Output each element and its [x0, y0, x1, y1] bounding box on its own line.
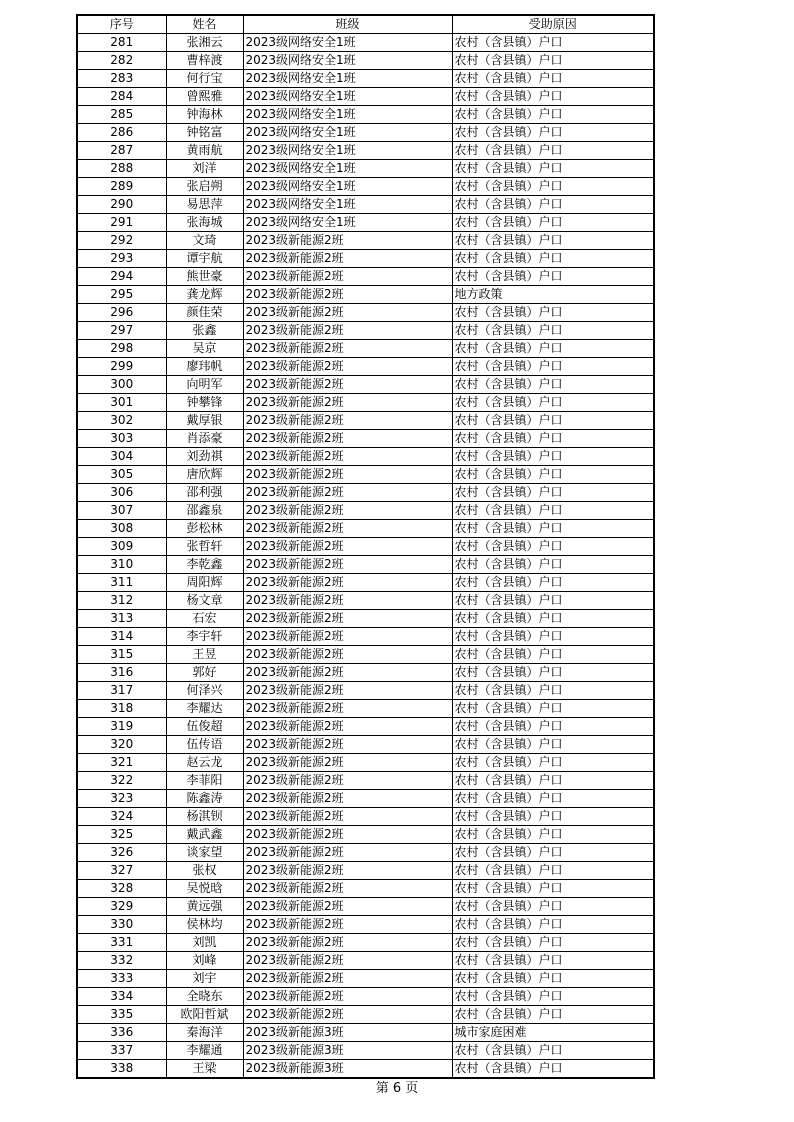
- cell-name: 彭松林: [166, 520, 243, 538]
- cell-class: 2023级新能源2班: [243, 304, 452, 322]
- cell-name: 杨淇钡: [166, 808, 243, 826]
- cell-class: 2023级新能源2班: [243, 466, 452, 484]
- cell-class: 2023级网络安全1班: [243, 34, 452, 52]
- cell-aid-reason: 农村（含县镇）户口: [452, 412, 654, 430]
- cell-serial-number: 296: [77, 304, 166, 322]
- cell-class: 2023级新能源3班: [243, 1060, 452, 1079]
- cell-class: 2023级新能源2班: [243, 880, 452, 898]
- cell-class: 2023级新能源2班: [243, 700, 452, 718]
- cell-aid-reason: 农村（含县镇）户口: [452, 250, 654, 268]
- table-row: [77, 196, 654, 214]
- cell-aid-reason: 农村（含县镇）户口: [452, 1060, 654, 1079]
- cell-class: 2023级网络安全1班: [243, 142, 452, 160]
- cell-name: 杨文章: [166, 592, 243, 610]
- table-row: [77, 448, 654, 466]
- cell-class: 2023级新能源2班: [243, 610, 452, 628]
- cell-name: 张鑫: [166, 322, 243, 340]
- cell-aid-reason: 农村（含县镇）户口: [452, 538, 654, 556]
- cell-serial-number: 321: [77, 754, 166, 772]
- table-row: [77, 862, 654, 880]
- table-body: [77, 34, 654, 1079]
- cell-class: 2023级新能源2班: [243, 844, 452, 862]
- cell-class: 2023级新能源2班: [243, 592, 452, 610]
- cell-aid-reason: 地方政策: [452, 286, 654, 304]
- table-row: [77, 52, 654, 70]
- cell-name: 易思萍: [166, 196, 243, 214]
- table-row: [77, 772, 654, 790]
- cell-serial-number: 313: [77, 610, 166, 628]
- cell-class: 2023级新能源2班: [243, 646, 452, 664]
- cell-class: 2023级新能源2班: [243, 358, 452, 376]
- cell-class: 2023级网络安全1班: [243, 88, 452, 106]
- cell-aid-reason: 农村（含县镇）户口: [452, 592, 654, 610]
- cell-class: 2023级新能源2班: [243, 412, 452, 430]
- cell-name: 侯林均: [166, 916, 243, 934]
- table-row: [77, 520, 654, 538]
- table-row: [77, 880, 654, 898]
- cell-serial-number: 310: [77, 556, 166, 574]
- cell-class: 2023级新能源3班: [243, 1024, 452, 1042]
- cell-class: 2023级新能源2班: [243, 664, 452, 682]
- cell-aid-reason: 农村（含县镇）户口: [452, 376, 654, 394]
- table-row: [77, 664, 654, 682]
- cell-aid-reason: 农村（含县镇）户口: [452, 754, 654, 772]
- table-row: [77, 844, 654, 862]
- table-row: [77, 1024, 654, 1042]
- cell-class: 2023级网络安全1班: [243, 52, 452, 70]
- cell-aid-reason: 农村（含县镇）户口: [452, 664, 654, 682]
- table-row: [77, 988, 654, 1006]
- cell-serial-number: 317: [77, 682, 166, 700]
- cell-class: 2023级网络安全1班: [243, 178, 452, 196]
- cell-name: 刘劲祺: [166, 448, 243, 466]
- cell-name: 熊世豪: [166, 268, 243, 286]
- cell-serial-number: 294: [77, 268, 166, 286]
- table-row: [77, 502, 654, 520]
- cell-serial-number: 291: [77, 214, 166, 232]
- cell-class: 2023级新能源2班: [243, 970, 452, 988]
- cell-serial-number: 293: [77, 250, 166, 268]
- cell-aid-reason: 农村（含县镇）户口: [452, 790, 654, 808]
- cell-serial-number: 284: [77, 88, 166, 106]
- cell-aid-reason: 农村（含县镇）户口: [452, 484, 654, 502]
- cell-class: 2023级新能源3班: [243, 1042, 452, 1060]
- cell-serial-number: 311: [77, 574, 166, 592]
- cell-name: 张哲轩: [166, 538, 243, 556]
- cell-serial-number: 301: [77, 394, 166, 412]
- cell-name: 黄雨航: [166, 142, 243, 160]
- cell-serial-number: 287: [77, 142, 166, 160]
- cell-serial-number: 285: [77, 106, 166, 124]
- cell-name: 廖玮帆: [166, 358, 243, 376]
- cell-name: 曾熙雅: [166, 88, 243, 106]
- cell-class: 2023级网络安全1班: [243, 70, 452, 88]
- cell-name: 文琦: [166, 232, 243, 250]
- table-row: [77, 250, 654, 268]
- cell-name: 张湘云: [166, 34, 243, 52]
- cell-name: 肖添豪: [166, 430, 243, 448]
- cell-aid-reason: 农村（含县镇）户口: [452, 232, 654, 250]
- cell-aid-reason: 农村（含县镇）户口: [452, 934, 654, 952]
- cell-aid-reason: 农村（含县镇）户口: [452, 502, 654, 520]
- cell-aid-reason: 农村（含县镇）户口: [452, 880, 654, 898]
- cell-serial-number: 320: [77, 736, 166, 754]
- cell-name: 陈鑫涛: [166, 790, 243, 808]
- cell-name: 戴厚银: [166, 412, 243, 430]
- cell-serial-number: 298: [77, 340, 166, 358]
- cell-aid-reason: 农村（含县镇）户口: [452, 970, 654, 988]
- cell-aid-reason: 农村（含县镇）户口: [452, 574, 654, 592]
- cell-name: 刘凯: [166, 934, 243, 952]
- cell-class: 2023级新能源2班: [243, 286, 452, 304]
- cell-serial-number: 328: [77, 880, 166, 898]
- cell-serial-number: 333: [77, 970, 166, 988]
- cell-class: 2023级新能源2班: [243, 232, 452, 250]
- cell-serial-number: 314: [77, 628, 166, 646]
- cell-class: 2023级新能源2班: [243, 502, 452, 520]
- table-row: [77, 70, 654, 88]
- cell-class: 2023级新能源2班: [243, 916, 452, 934]
- cell-name: 颜佳荣: [166, 304, 243, 322]
- cell-name: 张权: [166, 862, 243, 880]
- cell-name: 全晓东: [166, 988, 243, 1006]
- table-row: [77, 556, 654, 574]
- cell-serial-number: 325: [77, 826, 166, 844]
- cell-serial-number: 306: [77, 484, 166, 502]
- cell-name: 欧阳哲斌: [166, 1006, 243, 1024]
- cell-serial-number: 324: [77, 808, 166, 826]
- cell-name: 吴悦晗: [166, 880, 243, 898]
- cell-serial-number: 323: [77, 790, 166, 808]
- cell-name: 谈家望: [166, 844, 243, 862]
- table-row: [77, 610, 654, 628]
- cell-aid-reason: 农村（含县镇）户口: [452, 628, 654, 646]
- cell-name: 刘洋: [166, 160, 243, 178]
- cell-name: 李宇轩: [166, 628, 243, 646]
- table-row: [77, 898, 654, 916]
- cell-class: 2023级新能源2班: [243, 322, 452, 340]
- cell-serial-number: 334: [77, 988, 166, 1006]
- cell-serial-number: 282: [77, 52, 166, 70]
- table-row: [77, 538, 654, 556]
- cell-class: 2023级新能源2班: [243, 952, 452, 970]
- cell-aid-reason: 农村（含县镇）户口: [452, 340, 654, 358]
- cell-aid-reason: 农村（含县镇）户口: [452, 358, 654, 376]
- header-serial-number: 序号: [77, 15, 166, 34]
- header-name: 姓名: [166, 15, 243, 34]
- cell-name: 钟攀锋: [166, 394, 243, 412]
- cell-serial-number: 326: [77, 844, 166, 862]
- table-row: [77, 934, 654, 952]
- cell-class: 2023级新能源2班: [243, 772, 452, 790]
- cell-name: 周阳辉: [166, 574, 243, 592]
- table-row: [77, 160, 654, 178]
- cell-serial-number: 302: [77, 412, 166, 430]
- cell-name: 邵利强: [166, 484, 243, 502]
- page-number-footer: 第 6 页: [375, 1081, 419, 1096]
- cell-name: 李耀达: [166, 700, 243, 718]
- table-row: [77, 952, 654, 970]
- cell-name: 李乾鑫: [166, 556, 243, 574]
- cell-class: 2023级新能源2班: [243, 898, 452, 916]
- cell-aid-reason: 农村（含县镇）户口: [452, 196, 654, 214]
- cell-serial-number: 308: [77, 520, 166, 538]
- cell-class: 2023级网络安全1班: [243, 196, 452, 214]
- cell-aid-reason: 农村（含县镇）户口: [452, 70, 654, 88]
- table-row: [77, 1060, 654, 1079]
- cell-aid-reason: 农村（含县镇）户口: [452, 34, 654, 52]
- cell-class: 2023级新能源2班: [243, 430, 452, 448]
- cell-class: 2023级新能源2班: [243, 754, 452, 772]
- header-class: 班级: [243, 15, 452, 34]
- cell-name: 刘宇: [166, 970, 243, 988]
- cell-name: 钟海林: [166, 106, 243, 124]
- cell-class: 2023级新能源2班: [243, 988, 452, 1006]
- cell-serial-number: 299: [77, 358, 166, 376]
- cell-aid-reason: 农村（含县镇）户口: [452, 322, 654, 340]
- cell-name: 邵鑫泉: [166, 502, 243, 520]
- cell-aid-reason: 农村（含县镇）户口: [452, 124, 654, 142]
- cell-aid-reason: 农村（含县镇）户口: [452, 520, 654, 538]
- cell-serial-number: 312: [77, 592, 166, 610]
- cell-aid-reason: 农村（含县镇）户口: [452, 106, 654, 124]
- cell-aid-reason: 农村（含县镇）户口: [452, 682, 654, 700]
- table-row: [77, 88, 654, 106]
- cell-aid-reason: 农村（含县镇）户口: [452, 916, 654, 934]
- cell-serial-number: 330: [77, 916, 166, 934]
- cell-name: 向明军: [166, 376, 243, 394]
- cell-class: 2023级网络安全1班: [243, 214, 452, 232]
- cell-class: 2023级网络安全1班: [243, 106, 452, 124]
- cell-aid-reason: 农村（含县镇）户口: [452, 772, 654, 790]
- table-row: [77, 916, 654, 934]
- cell-serial-number: 332: [77, 952, 166, 970]
- table-row: [77, 34, 654, 52]
- cell-serial-number: 281: [77, 34, 166, 52]
- cell-aid-reason: 农村（含县镇）户口: [452, 952, 654, 970]
- cell-serial-number: 303: [77, 430, 166, 448]
- table-header-row: [77, 15, 654, 34]
- cell-name: 张启朔: [166, 178, 243, 196]
- cell-name: 唐欣辉: [166, 466, 243, 484]
- cell-serial-number: 300: [77, 376, 166, 394]
- cell-serial-number: 295: [77, 286, 166, 304]
- cell-serial-number: 292: [77, 232, 166, 250]
- cell-aid-reason: 农村（含县镇）户口: [452, 862, 654, 880]
- cell-class: 2023级新能源2班: [243, 520, 452, 538]
- cell-serial-number: 322: [77, 772, 166, 790]
- cell-name: 王梁: [166, 1060, 243, 1079]
- table-row: [77, 574, 654, 592]
- cell-class: 2023级新能源2班: [243, 736, 452, 754]
- cell-name: 伍俊超: [166, 718, 243, 736]
- cell-serial-number: 283: [77, 70, 166, 88]
- cell-serial-number: 297: [77, 322, 166, 340]
- cell-serial-number: 335: [77, 1006, 166, 1024]
- cell-aid-reason: 农村（含县镇）户口: [452, 142, 654, 160]
- cell-name: 赵云龙: [166, 754, 243, 772]
- cell-name: 黄远强: [166, 898, 243, 916]
- cell-aid-reason: 农村（含县镇）户口: [452, 304, 654, 322]
- cell-aid-reason: 农村（含县镇）户口: [452, 718, 654, 736]
- cell-class: 2023级新能源2班: [243, 376, 452, 394]
- cell-class: 2023级新能源2班: [243, 484, 452, 502]
- cell-name: 何泽兴: [166, 682, 243, 700]
- cell-serial-number: 305: [77, 466, 166, 484]
- cell-serial-number: 331: [77, 934, 166, 952]
- table-row: [77, 646, 654, 664]
- cell-name: 王昱: [166, 646, 243, 664]
- cell-name: 石宏: [166, 610, 243, 628]
- table-row: [77, 466, 654, 484]
- table-row: [77, 826, 654, 844]
- cell-serial-number: 286: [77, 124, 166, 142]
- cell-serial-number: 289: [77, 178, 166, 196]
- cell-name: 戴武鑫: [166, 826, 243, 844]
- cell-aid-reason: 农村（含县镇）户口: [452, 898, 654, 916]
- cell-aid-reason: 农村（含县镇）户口: [452, 214, 654, 232]
- cell-name: 龚龙辉: [166, 286, 243, 304]
- cell-class: 2023级新能源2班: [243, 790, 452, 808]
- cell-serial-number: 309: [77, 538, 166, 556]
- cell-class: 2023级新能源2班: [243, 250, 452, 268]
- cell-name: 李耀通: [166, 1042, 243, 1060]
- table-row: [77, 1006, 654, 1024]
- cell-serial-number: 336: [77, 1024, 166, 1042]
- cell-name: 吴京: [166, 340, 243, 358]
- cell-aid-reason: 农村（含县镇）户口: [452, 268, 654, 286]
- cell-aid-reason: 农村（含县镇）户口: [452, 844, 654, 862]
- cell-class: 2023级新能源2班: [243, 394, 452, 412]
- cell-serial-number: 304: [77, 448, 166, 466]
- cell-serial-number: 327: [77, 862, 166, 880]
- cell-class: 2023级新能源2班: [243, 1006, 452, 1024]
- cell-serial-number: 288: [77, 160, 166, 178]
- table-row: [77, 394, 654, 412]
- cell-serial-number: 290: [77, 196, 166, 214]
- table-row: [77, 1042, 654, 1060]
- table-row: [77, 484, 654, 502]
- table-row: [77, 754, 654, 772]
- cell-name: 刘峰: [166, 952, 243, 970]
- cell-aid-reason: 农村（含县镇）户口: [452, 556, 654, 574]
- cell-serial-number: 307: [77, 502, 166, 520]
- table-row: [77, 430, 654, 448]
- cell-aid-reason: 农村（含县镇）户口: [452, 52, 654, 70]
- cell-aid-reason: 农村（含县镇）户口: [452, 448, 654, 466]
- cell-name: 张海城: [166, 214, 243, 232]
- header-aid-reason: 受助原因: [452, 15, 654, 34]
- cell-aid-reason: 农村（含县镇）户口: [452, 736, 654, 754]
- cell-class: 2023级新能源2班: [243, 340, 452, 358]
- cell-aid-reason: 农村（含县镇）户口: [452, 466, 654, 484]
- cell-aid-reason: 农村（含县镇）户口: [452, 394, 654, 412]
- cell-aid-reason: 城市家庭困难: [452, 1024, 654, 1042]
- cell-aid-reason: 农村（含县镇）户口: [452, 610, 654, 628]
- cell-aid-reason: 农村（含县镇）户口: [452, 88, 654, 106]
- cell-class: 2023级新能源2班: [243, 628, 452, 646]
- table-row: [77, 790, 654, 808]
- cell-name: 钟铭富: [166, 124, 243, 142]
- table-row: [77, 124, 654, 142]
- cell-class: 2023级新能源2班: [243, 268, 452, 286]
- cell-aid-reason: 农村（含县镇）户口: [452, 1006, 654, 1024]
- table-row: [77, 268, 654, 286]
- table-row: [77, 700, 654, 718]
- cell-class: 2023级新能源2班: [243, 556, 452, 574]
- cell-class: 2023级新能源2班: [243, 826, 452, 844]
- table-row: [77, 376, 654, 394]
- cell-name: 郭好: [166, 664, 243, 682]
- cell-class: 2023级新能源2班: [243, 862, 452, 880]
- cell-serial-number: 315: [77, 646, 166, 664]
- student-aid-table: [76, 14, 655, 1079]
- cell-serial-number: 318: [77, 700, 166, 718]
- table-row: [77, 970, 654, 988]
- cell-name: 谭宇航: [166, 250, 243, 268]
- cell-class: 2023级新能源2班: [243, 538, 452, 556]
- table-row: [77, 592, 654, 610]
- cell-class: 2023级新能源2班: [243, 574, 452, 592]
- table-row: [77, 808, 654, 826]
- cell-name: 何行宝: [166, 70, 243, 88]
- cell-aid-reason: 农村（含县镇）户口: [452, 700, 654, 718]
- cell-serial-number: 337: [77, 1042, 166, 1060]
- cell-class: 2023级新能源2班: [243, 808, 452, 826]
- table-row: [77, 682, 654, 700]
- cell-serial-number: 316: [77, 664, 166, 682]
- cell-class: 2023级新能源2班: [243, 718, 452, 736]
- cell-class: 2023级新能源2班: [243, 448, 452, 466]
- table-row: [77, 358, 654, 376]
- cell-name: 伍传语: [166, 736, 243, 754]
- cell-serial-number: 319: [77, 718, 166, 736]
- cell-name: 曹梓渡: [166, 52, 243, 70]
- table-row: [77, 340, 654, 358]
- table-row: [77, 178, 654, 196]
- table-row: [77, 214, 654, 232]
- cell-aid-reason: 农村（含县镇）户口: [452, 1042, 654, 1060]
- table-row: [77, 286, 654, 304]
- cell-class: 2023级网络安全1班: [243, 124, 452, 142]
- table-row: [77, 322, 654, 340]
- cell-name: 李菲阳: [166, 772, 243, 790]
- table-row: [77, 628, 654, 646]
- cell-aid-reason: 农村（含县镇）户口: [452, 178, 654, 196]
- cell-aid-reason: 农村（含县镇）户口: [452, 808, 654, 826]
- cell-aid-reason: 农村（含县镇）户口: [452, 988, 654, 1006]
- table-row: [77, 718, 654, 736]
- cell-aid-reason: 农村（含县镇）户口: [452, 826, 654, 844]
- table-row: [77, 304, 654, 322]
- cell-aid-reason: 农村（含县镇）户口: [452, 160, 654, 178]
- cell-name: 秦海洋: [166, 1024, 243, 1042]
- table-row: [77, 106, 654, 124]
- cell-class: 2023级网络安全1班: [243, 160, 452, 178]
- cell-class: 2023级新能源2班: [243, 934, 452, 952]
- table-row: [77, 142, 654, 160]
- table-row: [77, 736, 654, 754]
- cell-serial-number: 329: [77, 898, 166, 916]
- cell-serial-number: 338: [77, 1060, 166, 1079]
- cell-class: 2023级新能源2班: [243, 682, 452, 700]
- cell-aid-reason: 农村（含县镇）户口: [452, 646, 654, 664]
- table-row: [77, 232, 654, 250]
- cell-aid-reason: 农村（含县镇）户口: [452, 430, 654, 448]
- table-row: [77, 412, 654, 430]
